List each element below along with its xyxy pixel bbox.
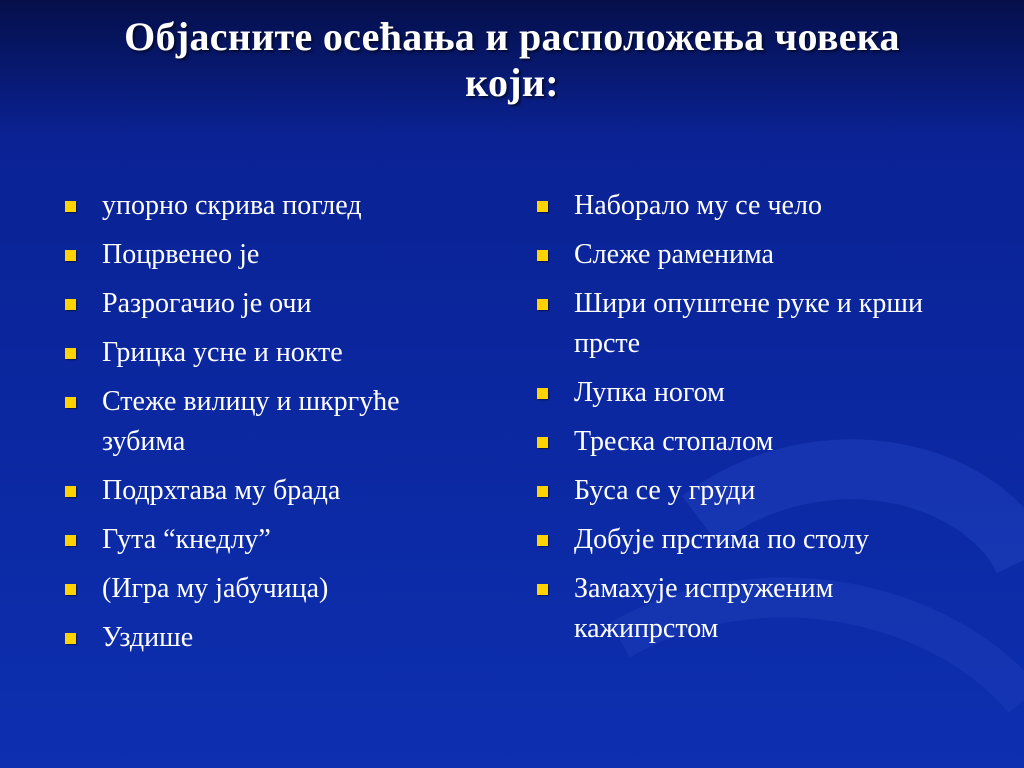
square-bullet-icon <box>537 535 548 546</box>
right-bullet-list <box>532 186 952 658</box>
list-item-text: Поцрвенео је <box>102 239 260 270</box>
square-bullet-icon <box>65 201 76 212</box>
list-item <box>60 284 480 324</box>
list-item <box>60 235 480 275</box>
list-item <box>532 235 952 275</box>
list-item-text: Буса се у груди <box>574 475 756 506</box>
list-item <box>532 471 952 511</box>
left-bullet-list <box>60 186 480 667</box>
list-item <box>60 618 480 658</box>
square-bullet-icon <box>65 486 76 497</box>
list-item <box>60 333 480 373</box>
square-bullet-icon <box>65 633 76 644</box>
title-line-2: који: <box>465 60 559 105</box>
list-item-text: Уздише <box>102 622 194 653</box>
list-item <box>532 520 952 560</box>
list-item-text: Добује прстима по столу <box>574 524 869 555</box>
list-item-text: Лупка ногом <box>574 377 725 408</box>
square-bullet-icon <box>537 437 548 448</box>
square-bullet-icon <box>537 584 548 595</box>
list-item <box>532 373 952 413</box>
square-bullet-icon <box>65 348 76 359</box>
square-bullet-icon <box>65 535 76 546</box>
list-item-text: Разрогачио је очи <box>102 288 312 319</box>
slide-title <box>40 14 984 106</box>
list-item-text: упорно скрива поглед <box>102 190 362 221</box>
square-bullet-icon <box>65 397 76 408</box>
list-item-text: Слеже раменима <box>574 239 774 270</box>
square-bullet-icon <box>65 584 76 595</box>
square-bullet-icon <box>537 388 548 399</box>
list-item <box>532 569 952 649</box>
square-bullet-icon <box>65 250 76 261</box>
list-item <box>532 186 952 226</box>
square-bullet-icon <box>537 250 548 261</box>
list-item-text: Подрхтава му брада <box>102 475 341 506</box>
square-bullet-icon <box>537 299 548 310</box>
square-bullet-icon <box>537 486 548 497</box>
list-item <box>60 569 480 609</box>
list-item-text: Гута “кнедлу” <box>102 524 271 555</box>
list-item <box>60 471 480 511</box>
list-item-text: Треска стопалом <box>574 426 774 457</box>
square-bullet-icon <box>537 201 548 212</box>
list-item <box>532 422 952 462</box>
list-item-text: (Игра му јабучица) <box>102 573 329 604</box>
list-item-text: Стеже вилицу и шкргуће зубима <box>102 386 400 457</box>
list-item-text: Шири опуштене руке и крши прсте <box>574 288 923 359</box>
list-item-text: Наборало му се чело <box>574 190 822 221</box>
list-item <box>60 186 480 226</box>
square-bullet-icon <box>65 299 76 310</box>
list-item <box>532 284 952 364</box>
title-line-1: Објасните осећања и расположења човека <box>124 14 900 59</box>
list-item <box>60 382 480 462</box>
list-item-text: Грицка усне и нокте <box>102 337 343 368</box>
list-item <box>60 520 480 560</box>
list-item-text: Замахује испруженим кажипрстом <box>574 573 834 644</box>
